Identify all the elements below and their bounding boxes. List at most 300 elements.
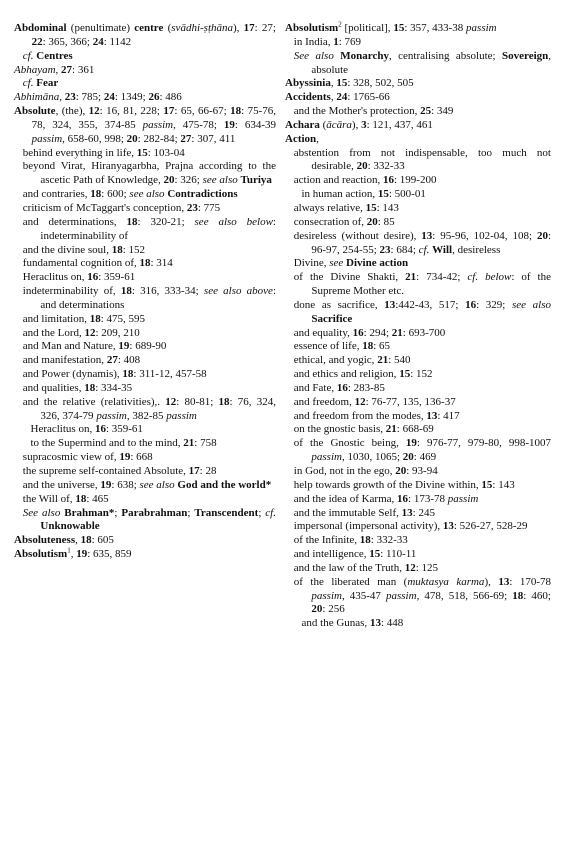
index-entry [14,548,276,562]
bold-text: 15 [481,478,493,491]
entry-text: : indeterminability of [40,215,276,242]
index-subentry [285,50,551,78]
index-subentry [285,423,551,437]
entry-text: : 93-94 [406,465,438,477]
entry-text: and intelligence, [293,548,370,561]
entry-text: : and determinations [40,285,276,311]
entry-text: : 332-33 [367,160,405,173]
entry-text: and freedom, [293,395,355,408]
italic-text: passim [466,22,497,34]
index-entry [14,91,276,105]
bold-text: Monarchy [340,49,389,62]
entry-text: behind everything in life, [22,146,137,159]
bold-text: 16 [382,174,394,187]
index-subentry [285,534,551,548]
bold-text: 19 [100,478,112,491]
entry-text: : 256 [322,603,345,616]
index-subentry [285,147,551,175]
entry-text: of the Gnostic being, [293,437,406,450]
bold-text: 18 [80,534,92,547]
entry-text: and the Mother's protection, [293,105,421,118]
italic-text: passim [311,589,342,602]
entry-text: : of the Supreme Mother etc. [311,271,551,298]
entry-text: , 382-85 [126,409,167,422]
entry-text: : 1765-66 [347,91,390,104]
entry-text: done as sacrifice, [293,298,385,311]
bold-text: Absoluteness [14,534,76,547]
entry-text: : 668 [130,451,153,464]
entry-text: : 475, 595 [100,312,146,325]
bold-text: 18 [111,243,123,256]
bold-text: 13 [369,617,381,630]
index-subentry [285,299,551,327]
entry-text: : 76, 324, 326, 374-79 [40,395,276,422]
entry-text: , [55,63,62,76]
index-subentry [285,257,551,271]
entry-text: criticism of McTaggart's conception, [22,201,187,214]
index-subentry [285,465,551,479]
bold-text: 24 [336,91,348,104]
bold-text: Divine action [346,257,409,270]
bold-text: 18 [122,368,134,381]
entry-text: , [316,132,319,145]
bold-text: 3 [361,118,367,131]
entry-text: consecration of, [293,215,367,228]
entry-text: supracosmic view of, [22,451,120,464]
entry-text: : 65, 66-67; [174,105,231,118]
entry-text: , 435-47 [341,589,386,602]
index-subentry [285,520,551,534]
index-subentry [285,396,551,410]
bold-text: 12 [165,395,177,408]
index-subentry [14,285,276,313]
bold-text: 22 [31,35,43,48]
entry-text: : 173-78 [408,492,448,505]
entry-text: indeterminability of, [22,285,121,298]
italic-text: passim [96,409,127,422]
index-entry [14,64,276,78]
entry-text: abstention from not indispensable, too much not desirable, [293,146,551,173]
entry-text: : 600; [101,188,130,201]
bold-text: 24 [92,35,104,48]
entry-text: ; [114,506,122,519]
index-entry [285,77,551,91]
index-subentry [285,354,551,368]
entry-text: , absolute [311,49,552,76]
index-subentry [14,493,276,507]
bold-text: 23 [186,201,198,214]
italic-text: cf. [22,49,34,62]
bold-text: 15 [365,201,377,214]
entry-text: : 1142 [103,35,132,48]
entry-text: : 668-69 [396,423,434,436]
entry-text: fundamental cognition of, [22,257,140,270]
entry-text: : 314 [150,257,173,270]
entry-text: Divine, [293,257,330,270]
entry-text: : 638; [111,478,140,491]
entry-text: : 365, 366; [42,35,93,48]
index-subentry [14,465,276,479]
entry-text: , (the), [55,105,89,118]
entry-text: : 359-61 [98,271,136,284]
entry-text: : 76-77, 135, 136-37 [365,395,456,408]
bold-text: 18 [89,312,101,325]
entry-text: and the Lord, [22,326,85,339]
italic-text: passim [31,132,63,145]
bold-text: Will [432,243,453,256]
entry-text: : 349 [431,105,454,118]
bold-text: 15 [393,22,405,34]
entry-text: : 143 [492,478,515,491]
bold-text: 23 [64,91,76,104]
bold-text: Absolutism [285,22,339,34]
superscript: 2 [338,20,342,29]
entry-text: , 475-78; [173,118,224,131]
index-subentry [285,230,551,258]
index-subentry [14,257,276,271]
entry-text: : 80-81; [176,395,219,408]
index-entry [14,534,276,548]
index-subentry [285,188,551,202]
entry-text: (penultimate) [66,22,135,34]
entry-text: : 684; [390,243,419,256]
italic-text: passim [447,492,479,505]
index-subentry [14,202,276,216]
bold-text: 19 [76,548,88,561]
bold-text: 27 [106,354,118,367]
index-subentry [14,354,276,368]
entry-text: : 75-76, 78, 324, 355, 374-85 [31,105,276,131]
entry-text: : 16, 81, 228; [99,105,164,118]
bold-text: 21 [391,326,403,339]
italic-text: see also above [203,285,273,298]
bold-text: 18 [139,257,151,270]
superscript: 1 [67,546,71,555]
entry-text: : 326; [174,174,203,187]
entry-text: : 500-01 [388,188,426,201]
entry-text: on the gnostic basis, [293,423,386,436]
entry-text: , 478, 518, 566-69; [416,589,513,602]
entry-text: in India, [293,35,334,48]
entry-text: : 170-78 [509,575,551,588]
bold-text: Brahman* [64,506,115,519]
index-subentry [14,423,276,437]
entry-text: , 1030, 1065; [341,451,403,464]
bold-text: 16 [336,381,348,394]
entry-text: : 785; [75,91,104,104]
index-subentry [14,77,276,91]
entry-text: : 283-85 [347,381,385,394]
entry-text: : 85 [377,215,395,228]
entry-text: ), [484,575,499,588]
entry-text: : 460; [523,589,551,602]
italic-text: cf. [265,506,276,519]
entry-text: [political], [341,22,394,34]
italic-text: See also [293,49,334,62]
entry-text: of the liberated man ( [293,575,408,588]
bold-text: 16 [94,423,106,436]
index-subentry [285,327,551,341]
index-subentry [285,174,551,188]
entry-text: ; [258,506,266,519]
index-subentry [14,327,276,341]
entry-text: : 1349; [114,91,149,104]
italic-text: passim [142,118,174,131]
bold-text: 15 [136,146,148,159]
index-subentry [285,216,551,230]
entry-text: : 27; [254,22,276,34]
bold-text: 12 [88,105,100,118]
entry-text: : 769 [338,35,362,48]
entry-text: in human action, [301,188,378,201]
bold-text: 17 [188,465,200,477]
entry-text: and equality, [293,326,353,339]
bold-text: Action [285,132,317,145]
italic-text: see also [129,188,165,201]
index-subentry [14,271,276,285]
entry-text: and the Gunas, [301,617,370,630]
bold-text: 27 [180,132,192,145]
italic-text: svādhi-ṣṭhāna [171,22,234,34]
entry-text: of the Infinite, [293,534,360,547]
entry-text: : 245 [412,506,435,519]
index-subentry [285,576,551,618]
bold-text: 16 [87,271,99,284]
entry-text: , [330,91,337,104]
bold-text: 12 [354,395,366,408]
bold-text: 12 [404,561,416,574]
bold-text: Sacrifice [311,312,353,325]
index-subentry [14,313,276,327]
bold-text: Turiya [240,174,272,187]
entry-text: impersonal (impersonal activity), [293,520,443,533]
bold-text: Centres [36,49,73,62]
bold-text: 16 [352,326,364,339]
italic-text: see also [511,298,551,311]
entry-text: : 320-21; [137,215,195,228]
bold-text: 19 [405,437,417,450]
index-subentry [285,202,551,216]
index-subentry [14,396,276,424]
entry-text: and Man and Nature, [22,340,119,353]
entry-text: and the immutable Self, [293,506,402,519]
bold-text: 1 [333,35,339,48]
entry-text: , [59,91,65,104]
index-entry [14,105,276,147]
entry-text: : 689-90 [129,340,167,353]
entry-text: the supreme self-contained Absolute, [22,465,189,477]
bold-text: 18 [362,340,374,353]
entry-text: ( [319,118,327,131]
bold-text: 17 [163,105,175,118]
bold-text: Unknowable [40,520,100,533]
entry-text: : 465 [86,492,109,505]
italic-text: cf. [22,77,34,90]
index-subentry [285,410,551,424]
entry-text: : 328, 502, 505 [347,77,414,90]
entry-text: and the universe, [22,478,101,491]
entry-text: : 96-97, 254-55; [311,229,551,256]
entry-text: : 605 [91,534,114,547]
entry-text: and determinations, [22,215,127,228]
index-subentry [285,507,551,521]
index-subentry [285,548,551,562]
bold-text: 18 [90,188,102,201]
index-column-right [285,22,551,631]
entry-text: : 282-84; [137,132,181,145]
bold-text: 21 [377,354,389,367]
index-subentry [14,507,276,535]
entry-text: and Fate, [293,381,337,394]
bold-text: 18 [218,395,230,408]
bold-text: 24 [103,91,115,104]
entry-text: , centralising absolute; [388,49,503,62]
index-entry [285,133,551,147]
index-subentry [285,368,551,382]
entry-text: : 110-11 [380,548,417,561]
entry-text: : 357, 433-38 [404,22,467,34]
bold-text: 16 [397,492,409,505]
entry-text: : 540 [388,354,411,367]
bold-text: 19 [118,340,130,353]
bold-text: 18 [512,589,524,602]
entry-text: to the Supermind and to the mind, [30,437,184,450]
entry-text: and the law of the Truth, [293,561,405,574]
bold-text: 26 [148,91,160,104]
bold-text: 21 [405,271,417,284]
index-subentry [14,216,276,244]
bold-text: 18 [75,492,87,505]
entry-text: always relative, [293,201,366,214]
entry-text: desireless (without desire), [293,229,422,242]
index-column-left [14,22,276,562]
bold-text: 15 [399,368,411,381]
index-subentry [285,271,551,299]
entry-text: : 316, 333-34; [131,285,204,298]
entry-text: , [70,548,77,561]
bold-text: 15 [377,188,389,201]
italic-text: see also [139,478,175,491]
italic-text: Abhimāna [14,91,60,104]
bold-text: 18 [359,534,371,547]
italic-text: see also below [194,215,273,228]
entry-text: ), [233,22,244,34]
index-subentry [285,437,551,465]
entry-text: , [75,534,81,547]
bold-text: 13 [421,229,433,242]
entry-text: : 199-200 [393,174,437,187]
index-subentry [285,340,551,354]
entry-text: beyond Virat, Hiranyagarbha, Prajna according to the ascetic Path of Knowledge, [22,160,276,187]
entry-text: in God, not in the ego, [293,465,396,477]
bold-text: Parabrahman [121,506,188,519]
index-subentry [285,479,551,493]
entry-text: : 417 [437,409,460,422]
entry-text: : 635, 859 [87,548,132,561]
bold-text: 23 [379,243,391,256]
bold-text: Absolutism [14,548,68,561]
bold-text: centre [134,22,164,34]
entry-text: ethical, and yogic, [293,354,378,367]
bold-text: Contradictions [167,188,238,201]
entry-text: Heraclitus on, [22,271,88,284]
bold-text: 13 [442,520,454,533]
entry-text: : 359-61 [105,423,143,436]
index-subentry [14,340,276,354]
bold-text: 19 [223,118,235,131]
bold-text: 20 [163,174,175,187]
entry-text: help towards growth of the Divine within, [293,478,482,491]
entry-text: : 775 [197,201,221,214]
index-subentry [285,617,551,631]
entry-text: : 408 [117,354,141,367]
entry-text: : 95-96, 102-04, 108; [432,229,537,242]
entry-text: essence of life, [293,340,363,353]
italic-text: passim [311,451,342,464]
index-subentry [285,562,551,576]
entry-text: , [330,77,337,90]
entry-text: : 334-35 [95,381,133,394]
entry-text: and the idea of Karma, [293,492,398,505]
bold-text: 20 [395,465,407,477]
italic-text: ācāra [326,118,352,131]
entry-text: and Power (dynamis), [22,368,123,381]
bold-text: Abyssinia [285,77,331,90]
italic-text: Abhayam [14,63,56,76]
entry-text: : 448 [380,617,404,630]
italic-text: see also [202,174,238,187]
italic-text: muktasya karma [407,575,485,588]
index-subentry [285,382,551,396]
bold-text: 15 [336,77,348,90]
bold-text: 25 [420,105,432,118]
italic-text: passim [386,589,417,602]
italic-text: cf. below [467,271,512,284]
entry-text: : 329; [476,298,512,311]
bold-text: 20 [536,229,548,242]
bold-text: 21 [385,423,397,436]
entry-text: : 976-77, 979-80, 998-1007 [416,437,551,450]
index-subentry [14,160,276,188]
italic-text: see [329,257,344,270]
entry-text: : 103-04 [147,146,185,159]
entry-text: the Will of, [22,492,76,505]
bold-text: 17 [243,22,255,34]
bold-text: 16 [465,298,477,311]
bold-text: 18 [120,285,132,298]
entry-text: :442-43, 517; [395,298,466,311]
entry-text: : 121, 437, 461 [366,118,433,131]
bold-text: 20 [126,132,138,145]
entry-text: : 143 [376,201,399,214]
index-entry [14,22,276,50]
index-subentry [285,36,551,50]
entry-text: : 294; [363,326,392,339]
index-subentry [285,105,551,119]
entry-text: : 634-39 [234,118,276,131]
entry-text: : 526-27, 528-29 [453,520,528,533]
italic-text: See also [22,506,61,519]
entry-text: , desireless [452,243,501,256]
bold-text: Accidents [285,91,331,104]
entry-text: and qualities, [22,381,85,394]
index-subentry [285,493,551,507]
index-subentry [14,451,276,465]
entry-text: : 311-12, 457-58 [133,368,207,381]
entry-text: and ethics and religion, [293,368,400,381]
italic-text: cf. [418,243,430,256]
entry-text: , 658-60, 998; [62,132,127,145]
